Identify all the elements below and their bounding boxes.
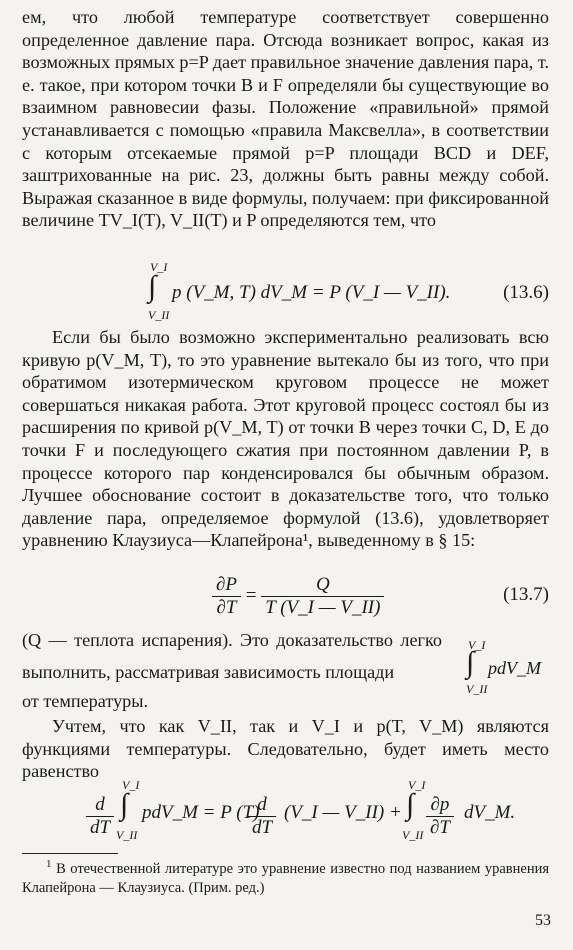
eq2-number: (13.7): [503, 584, 549, 605]
eq3-integral-2: ∫: [406, 788, 415, 821]
paragraph-2: [22, 326, 549, 552]
equals-sign: =: [245, 584, 262, 606]
paragraph-3b: [22, 690, 549, 713]
paragraph-3-text: (Q — теплота испарения). Это доказательство легко выполнить, рассматривая зависимость площади: [22, 630, 442, 682]
eq3-ddT-fraction-2: [248, 794, 276, 839]
inline-int-body: pdV_M: [488, 658, 541, 678]
paragraph-3b-text: от температуры.: [22, 691, 149, 711]
inline-integral-sign: ∫: [466, 646, 475, 679]
eq3-part2: (V_I — V_II) +: [284, 802, 402, 823]
eq1-lower-limit: V_II: [148, 308, 170, 322]
eq2-rhs-fraction: [261, 574, 384, 619]
eq3-part1: pdV_M = P (T): [142, 802, 260, 823]
eq3-dpdT-fraction: [426, 794, 454, 839]
integral-sign: ∫: [148, 270, 157, 303]
eq3-dT-3: ∂T: [430, 817, 450, 838]
eq3-lower-2: V_II: [402, 828, 424, 842]
eq3-part3: dV_M.: [464, 802, 516, 823]
eq3-upper-1: V_I: [122, 778, 140, 792]
paragraph-1-text: ем, что любой температуре соответствует совершенно определенное давление пара. Отсюда возникает вопрос, какая из возможных прямых p=P дает правильное значение давления пара, т. е. такое, при котором точки B и F определяли бы существующие во взаимном равновесии фазы. Положение «правильной» прямой устанавливается с помощью «правила Максвелла», в соответствии с которым отсекаемые прямой p=P площади BCD и DEF, заштрихованные на рис. 23, должны быть равны между собой. Выражая сказанное в виде формулы, получаем: при фиксированной величине TV_I(T), V_II(T) и P определяются тем, что: [22, 7, 549, 231]
paragraph-3: [22, 624, 442, 688]
footnote-text: В отечественной литературе это уравнение известно под названием уравнения Клапейрона — Клаузиуса. (Прим. ред.): [22, 861, 550, 896]
eq3-dp: ∂p: [426, 794, 454, 817]
footnote-rule: [22, 853, 118, 854]
eq3-integral-1: ∫: [120, 788, 129, 821]
eq3-upper-2: V_I: [408, 778, 426, 792]
paragraph-2-text: Если бы было возможно экспериментально реализовать всю кривую p(V_M, T), то это уравнение вытекало бы из того, что при обратимом изотермическом круговом процессе не может совершаться никакая работа. Этот круговой процесс состоял бы из расширения по кривой p(V_M, T) от точки B через точки C, D, E до точки F и последующего сжатия при постоянном давлении P, в процессе которого пар конденсировался бы обычным образом. Лучшее обоснование состоит в доказательстве того, что только давление пара, определяемое формулой (13.6), удовлетворяет уравнению Клаузиуса—Клапейрона¹, выведенному в § 15:: [22, 327, 549, 551]
footnote: [22, 860, 549, 898]
eq3-d: d: [86, 794, 114, 817]
eq1-body: p (V_M, T) dV_M = P (V_I — V_II).: [172, 282, 451, 303]
eq3-d-2: d: [248, 794, 276, 817]
eq2-rhs-num: Q: [261, 574, 384, 597]
page-number: 53: [535, 912, 551, 929]
eq3-lower-1: V_II: [116, 828, 138, 842]
inline-int-upper: V_I: [468, 638, 486, 652]
paragraph-4: [22, 715, 549, 783]
paragraph-4-text: Учтем, что как V_II, так и V_I и p(T, V_M) являются функциями температуры. Следовательно, будет иметь место равенство: [22, 716, 549, 782]
eq3-dT-2: dT: [252, 817, 273, 838]
eq2-lhs-fraction: [212, 574, 241, 619]
paragraph-1: [22, 6, 549, 232]
eq1-upper-limit: V_I: [150, 260, 168, 274]
eq2-lhs-den: ∂T: [216, 597, 237, 618]
footnote-marker: 1: [46, 858, 52, 871]
eq3-ddT-fraction: [86, 794, 114, 839]
eq2-lhs-num: ∂P: [212, 574, 241, 597]
eq3-dT: dT: [90, 817, 111, 838]
eq2-rhs-den: T (V_I — V_II): [265, 597, 381, 618]
eq1-number: (13.6): [503, 282, 549, 303]
inline-int-lower: V_II: [466, 682, 488, 696]
